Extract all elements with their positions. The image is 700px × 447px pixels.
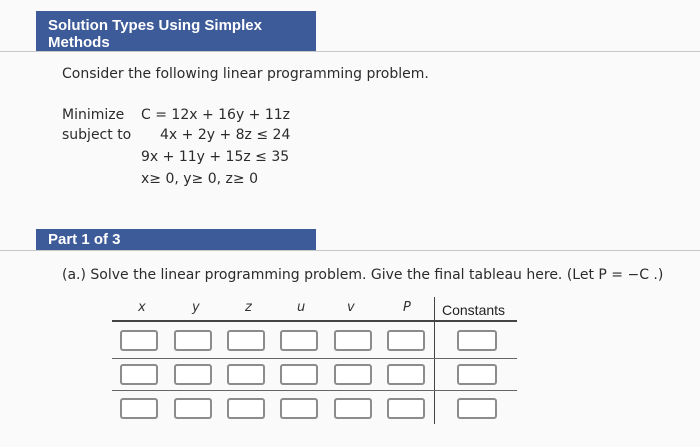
tableau-cell-r3-x[interactable] bbox=[120, 398, 158, 419]
tableau-cell-r2-y[interactable] bbox=[174, 364, 212, 385]
tableau-cell-r1-constants[interactable] bbox=[457, 330, 497, 351]
tableau-cell-r2-constants[interactable] bbox=[457, 364, 497, 385]
tableau-cell-r3-p[interactable] bbox=[387, 398, 425, 419]
constraint-2: 9x + 11y + 15z ≤ 35 bbox=[141, 149, 290, 165]
column-header-x: x bbox=[138, 300, 146, 315]
column-header-z: z bbox=[245, 300, 252, 315]
tableau-cell-r3-constants[interactable] bbox=[457, 398, 497, 419]
tableau-cell-r2-p[interactable] bbox=[387, 364, 425, 385]
column-header-v: v bbox=[347, 300, 355, 315]
tableau-cell-r2-x[interactable] bbox=[120, 364, 158, 385]
question-text: (a.) Solve the linear programming problem. Give the final tableau here. (Let P = −C .) bbox=[62, 267, 664, 283]
minimize-label: Minimize bbox=[62, 107, 125, 123]
page-title-line1: Solution Types Using Simplex bbox=[48, 17, 262, 34]
subject-to-label: subject to bbox=[62, 127, 132, 143]
intro-text: Consider the following linear programming problem. bbox=[62, 66, 429, 82]
tableau-cell-r1-z[interactable] bbox=[227, 330, 265, 351]
tableau-cell-r1-y[interactable] bbox=[174, 330, 212, 351]
tableau-cell-r3-z[interactable] bbox=[227, 398, 265, 419]
page-title-line2: Methods bbox=[48, 34, 110, 51]
column-header-y: y bbox=[192, 300, 200, 315]
tableau-cell-r1-u[interactable] bbox=[280, 330, 318, 351]
part-label: Part 1 of 3 bbox=[36, 229, 316, 250]
header-rule bbox=[0, 51, 700, 52]
tableau-cell-r3-y[interactable] bbox=[174, 398, 212, 419]
part-rule bbox=[0, 250, 700, 251]
tableau-header-rule bbox=[112, 320, 517, 322]
tableau-cell-r2-v[interactable] bbox=[334, 364, 372, 385]
objective-function: C = 12x + 16y + 11z bbox=[141, 107, 291, 123]
tableau-cell-r1-v[interactable] bbox=[334, 330, 372, 351]
tableau-row-rule bbox=[112, 358, 517, 359]
column-header-p: P bbox=[403, 300, 411, 315]
tableau-cell-r2-z[interactable] bbox=[227, 364, 265, 385]
tableau-cell-r1-p[interactable] bbox=[387, 330, 425, 351]
column-header-u: u bbox=[297, 300, 306, 315]
constraint-1: 4x + 2y + 8z ≤ 24 bbox=[160, 127, 291, 143]
column-header-constants: Constants bbox=[442, 302, 506, 318]
tableau-cell-r3-v[interactable] bbox=[334, 398, 372, 419]
tableau-cell-r2-u[interactable] bbox=[280, 364, 318, 385]
page-title bbox=[36, 11, 316, 51]
tableau-cell-r1-x[interactable] bbox=[120, 330, 158, 351]
nonnegativity-constraints: x≥ 0, y≥ 0, z≥ 0 bbox=[141, 171, 258, 187]
tableau-row-rule bbox=[112, 390, 517, 391]
tableau-cell-r3-u[interactable] bbox=[280, 398, 318, 419]
tableau-divider bbox=[434, 297, 435, 424]
